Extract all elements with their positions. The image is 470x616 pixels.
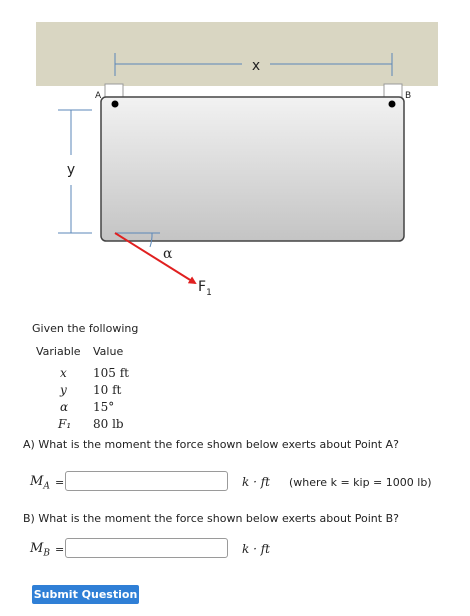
table-row-symbol-x: x	[60, 366, 67, 380]
answer-a-equals: =	[55, 476, 65, 489]
answer-a-input[interactable]	[65, 471, 228, 491]
answer-a-note: (where k = kip = 1000 lb)	[289, 476, 432, 489]
answer-a-subscript: A	[43, 481, 50, 492]
plate	[101, 97, 404, 241]
table-row-value-x: 105 ft	[93, 366, 129, 380]
force-label: $F_1$	[198, 279, 212, 298]
table-row-value-alpha: 15°	[93, 400, 115, 414]
answer-b-unit: k · ft	[242, 542, 270, 556]
table-header-value: Value	[93, 345, 124, 358]
table-row-symbol-y: y	[60, 383, 67, 397]
point-A-dot	[112, 101, 119, 108]
point-B-dot	[389, 101, 396, 108]
x-label: x	[251, 58, 261, 74]
answer-b-symbol: M	[30, 541, 44, 556]
table-row-symbol-alpha: α	[60, 400, 69, 414]
answer-b-input[interactable]	[65, 538, 228, 558]
table-row-value-y: 10 ft	[93, 383, 122, 397]
point-A-label: A	[95, 91, 102, 101]
table-row-symbol-F1: F₁	[58, 417, 72, 431]
answer-a-label	[30, 474, 50, 492]
question-a-text: A) What is the moment the force shown below exerts about Point A?	[23, 438, 399, 451]
y-label: y	[66, 162, 76, 178]
table-row-value-F1: 80 lb	[93, 417, 124, 431]
support-B	[384, 84, 402, 98]
ceiling	[36, 22, 438, 86]
answer-b-label	[30, 541, 50, 559]
point-B-label: B	[405, 91, 412, 101]
alpha-label: α	[163, 246, 173, 262]
answer-b-equals: =	[55, 543, 65, 556]
support-A	[105, 84, 123, 98]
answer-a-unit: k · ft	[242, 475, 270, 489]
question-b-text: B) What is the moment the force shown below exerts about Point B?	[23, 512, 399, 525]
answer-b-subscript: B	[43, 548, 50, 559]
answer-a-symbol: M	[30, 474, 44, 489]
submit-question-button[interactable]: Submit Question	[32, 585, 139, 604]
given-intro: Given the following	[32, 322, 139, 335]
table-header-variable: Variable	[36, 345, 81, 358]
